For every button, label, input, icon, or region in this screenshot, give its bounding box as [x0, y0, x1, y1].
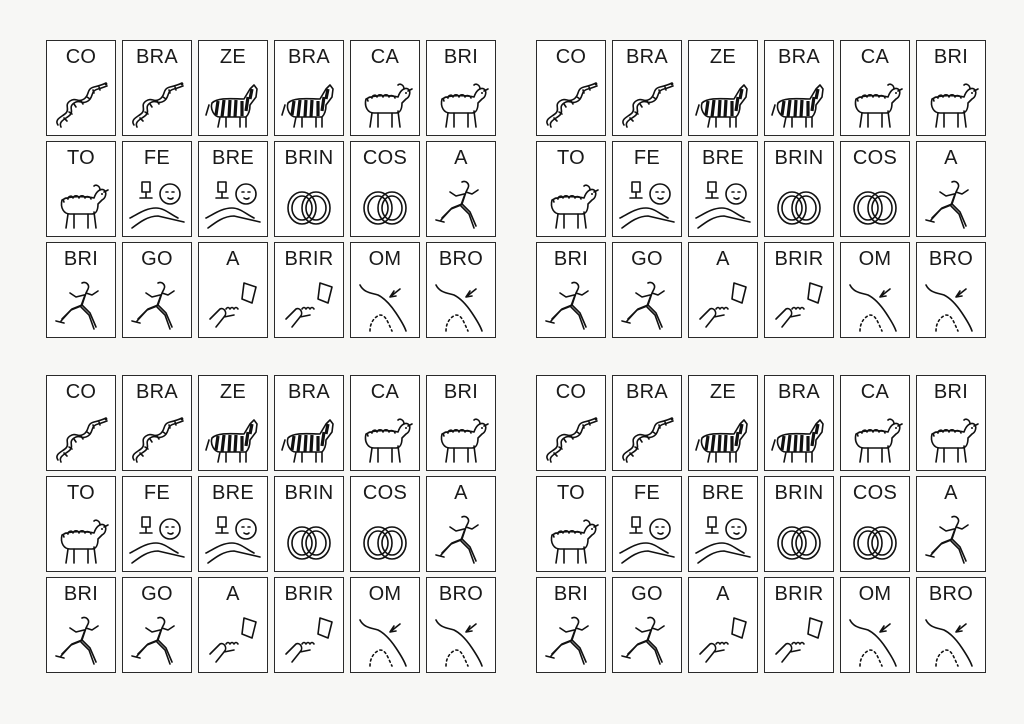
card-picture	[204, 513, 262, 567]
syllable-card	[46, 141, 116, 237]
card-syllable: BRIR	[284, 583, 334, 605]
syllable-card	[840, 242, 910, 338]
syllable-card	[764, 40, 834, 136]
card-picture	[280, 178, 338, 232]
syllable-card	[426, 141, 496, 237]
goat-icon	[432, 77, 490, 131]
card-syllable: BRO	[438, 248, 484, 270]
card-syllable: TO	[66, 147, 95, 169]
goat-icon	[52, 513, 110, 567]
card-picture	[52, 614, 110, 668]
card-syllable: BRA	[287, 381, 331, 403]
card-syllable: GO	[141, 248, 173, 270]
card-syllable: CA	[860, 46, 890, 68]
zebra-icon	[694, 77, 752, 131]
card-syllable: BRO	[438, 583, 484, 605]
card-syllable: CA	[860, 381, 890, 403]
syllable-card	[426, 476, 496, 572]
zebra-icon	[280, 77, 338, 131]
card-picture	[922, 513, 980, 567]
card-picture	[280, 412, 338, 466]
runner-icon	[542, 614, 600, 668]
face-shave-icon	[618, 178, 676, 232]
syllable-card	[536, 577, 606, 673]
syllable-card	[426, 375, 496, 471]
syllable-card	[840, 375, 910, 471]
goat-icon	[542, 178, 600, 232]
card-syllable: BRIN	[774, 482, 824, 504]
card-syllable: BRA	[135, 381, 179, 403]
syllable-card	[840, 141, 910, 237]
goat-icon	[922, 412, 980, 466]
card-syllable: BRE	[701, 482, 745, 504]
face-shave-icon	[694, 513, 752, 567]
syllable-card	[274, 476, 344, 572]
card-syllable: BRIN	[284, 147, 334, 169]
card-picture	[694, 77, 752, 131]
card-picture	[432, 614, 490, 668]
card-syllable: GO	[631, 248, 663, 270]
card-syllable: BRI	[63, 248, 99, 270]
card-picture	[846, 178, 904, 232]
card-picture	[542, 178, 600, 232]
open-jar-icon	[280, 614, 338, 668]
card-picture	[694, 513, 752, 567]
card-picture	[356, 412, 414, 466]
card-syllable: COS	[852, 482, 898, 504]
card-picture	[770, 412, 828, 466]
shoulder-arrow-icon	[356, 279, 414, 333]
card-syllable: TO	[66, 482, 95, 504]
syllable-card	[122, 577, 192, 673]
syllable-card	[350, 375, 420, 471]
card-syllable: ZE	[219, 46, 247, 68]
syllable-card	[46, 476, 116, 572]
card-syllable: BRO	[928, 583, 974, 605]
card-syllable: BRIN	[774, 147, 824, 169]
card-syllable: BRE	[211, 482, 255, 504]
card-grid	[46, 375, 496, 673]
face-shave-icon	[204, 513, 262, 567]
open-jar-icon	[770, 279, 828, 333]
card-picture	[204, 77, 262, 131]
card-picture	[770, 513, 828, 567]
card-picture	[432, 279, 490, 333]
syllable-card	[536, 40, 606, 136]
card-syllable: A	[454, 482, 468, 504]
card-picture	[432, 77, 490, 131]
card-grid	[46, 40, 496, 338]
syllable-card	[198, 242, 268, 338]
card-syllable: A	[226, 583, 240, 605]
card-syllable: OM	[368, 583, 402, 605]
card-picture	[356, 279, 414, 333]
card-syllable: A	[944, 482, 958, 504]
card-syllable: BRA	[625, 46, 669, 68]
runner-icon	[432, 513, 490, 567]
card-picture	[52, 513, 110, 567]
card-syllable: A	[716, 248, 730, 270]
syllable-card	[612, 141, 682, 237]
face-shave-icon	[128, 513, 186, 567]
card-picture	[52, 279, 110, 333]
card-picture	[542, 614, 600, 668]
open-jar-icon	[204, 279, 262, 333]
card-sheet-top-right	[536, 40, 986, 338]
syllable-card	[688, 375, 758, 471]
syllable-card	[764, 577, 834, 673]
zebra-icon	[694, 412, 752, 466]
runner-icon	[542, 279, 600, 333]
syllable-card	[350, 476, 420, 572]
syllable-card	[426, 242, 496, 338]
card-picture	[432, 178, 490, 232]
card-picture	[52, 178, 110, 232]
syllable-card	[122, 476, 192, 572]
card-picture	[694, 412, 752, 466]
card-syllable: BRIR	[774, 248, 824, 270]
card-picture	[770, 279, 828, 333]
open-jar-icon	[770, 614, 828, 668]
open-jar-icon	[694, 279, 752, 333]
card-picture	[618, 279, 676, 333]
syllable-card	[274, 40, 344, 136]
syllable-card	[916, 476, 986, 572]
card-grid	[536, 375, 986, 673]
card-picture	[356, 178, 414, 232]
zebra-icon	[770, 412, 828, 466]
shoulder-arrow-icon	[356, 614, 414, 668]
syllable-card	[764, 141, 834, 237]
card-syllable: BRI	[63, 583, 99, 605]
runner-icon	[922, 178, 980, 232]
card-picture	[694, 279, 752, 333]
runner-icon	[128, 614, 186, 668]
earrings-icon	[280, 513, 338, 567]
syllable-card	[764, 242, 834, 338]
goat-icon	[432, 412, 490, 466]
card-syllable: FE	[633, 482, 661, 504]
syllable-card	[350, 242, 420, 338]
shoulder-arrow-icon	[432, 279, 490, 333]
card-syllable: A	[716, 583, 730, 605]
syllable-card	[198, 40, 268, 136]
card-syllable: GO	[631, 583, 663, 605]
card-picture	[280, 614, 338, 668]
card-syllable: BRI	[443, 381, 479, 403]
card-syllable: BRIR	[774, 583, 824, 605]
card-syllable: COS	[362, 147, 408, 169]
syllable-card	[46, 242, 116, 338]
card-syllable: ZE	[709, 381, 737, 403]
syllable-card	[350, 577, 420, 673]
syllable-card	[274, 242, 344, 338]
syllable-card	[688, 242, 758, 338]
card-syllable: BRA	[287, 46, 331, 68]
card-picture	[52, 77, 110, 131]
earrings-icon	[846, 178, 904, 232]
snake-icon	[128, 412, 186, 466]
syllable-card	[198, 141, 268, 237]
card-picture	[280, 279, 338, 333]
card-picture	[542, 412, 600, 466]
open-jar-icon	[694, 614, 752, 668]
card-syllable: FE	[633, 147, 661, 169]
card-picture	[542, 279, 600, 333]
card-picture	[922, 178, 980, 232]
goat-icon	[922, 77, 980, 131]
card-picture	[922, 77, 980, 131]
card-syllable: TO	[556, 482, 585, 504]
card-picture	[204, 412, 262, 466]
syllable-card	[350, 141, 420, 237]
zebra-icon	[770, 77, 828, 131]
syllable-card	[46, 40, 116, 136]
card-picture	[204, 279, 262, 333]
syllable-card	[612, 476, 682, 572]
syllable-card	[122, 141, 192, 237]
card-picture	[204, 178, 262, 232]
card-picture	[618, 412, 676, 466]
card-syllable: OM	[858, 583, 892, 605]
card-picture	[204, 614, 262, 668]
card-picture	[922, 279, 980, 333]
card-grid	[536, 40, 986, 338]
syllable-card	[122, 242, 192, 338]
syllable-card	[612, 40, 682, 136]
snake-icon	[52, 412, 110, 466]
syllable-card	[122, 40, 192, 136]
card-picture	[770, 178, 828, 232]
goat-icon	[52, 178, 110, 232]
card-syllable: BRI	[443, 46, 479, 68]
syllable-card	[536, 476, 606, 572]
syllable-card	[426, 577, 496, 673]
face-shave-icon	[204, 178, 262, 232]
card-syllable: OM	[858, 248, 892, 270]
shoulder-arrow-icon	[432, 614, 490, 668]
card-syllable: BRI	[933, 46, 969, 68]
goat-icon	[846, 77, 904, 131]
card-syllable: CO	[65, 381, 97, 403]
open-jar-icon	[204, 614, 262, 668]
earrings-icon	[770, 178, 828, 232]
syllable-card	[688, 476, 758, 572]
zebra-icon	[204, 77, 262, 131]
card-picture	[52, 412, 110, 466]
card-syllable: BRI	[553, 248, 589, 270]
card-sheet-top-left	[46, 40, 496, 338]
card-picture	[128, 178, 186, 232]
syllable-card	[536, 242, 606, 338]
card-syllable: ZE	[219, 381, 247, 403]
face-shave-icon	[694, 178, 752, 232]
zebra-icon	[204, 412, 262, 466]
goat-icon	[542, 513, 600, 567]
card-picture	[846, 77, 904, 131]
shoulder-arrow-icon	[846, 279, 904, 333]
card-syllable: OM	[368, 248, 402, 270]
card-syllable: BRIR	[284, 248, 334, 270]
card-picture	[542, 77, 600, 131]
shoulder-arrow-icon	[846, 614, 904, 668]
syllable-card	[612, 375, 682, 471]
card-picture	[846, 513, 904, 567]
card-syllable: BRE	[701, 147, 745, 169]
goat-icon	[356, 412, 414, 466]
earrings-icon	[770, 513, 828, 567]
syllable-card	[840, 40, 910, 136]
syllable-card	[46, 577, 116, 673]
card-syllable: BRI	[933, 381, 969, 403]
runner-icon	[922, 513, 980, 567]
syllable-card	[764, 375, 834, 471]
syllable-card	[198, 577, 268, 673]
snake-icon	[618, 77, 676, 131]
card-picture	[694, 614, 752, 668]
card-picture	[846, 412, 904, 466]
card-syllable: GO	[141, 583, 173, 605]
syllable-card	[688, 141, 758, 237]
runner-icon	[618, 614, 676, 668]
card-picture	[922, 412, 980, 466]
card-picture	[432, 412, 490, 466]
card-sheet-bottom-right	[536, 375, 986, 673]
shoulder-arrow-icon	[922, 614, 980, 668]
card-syllable: BRA	[777, 381, 821, 403]
syllable-card	[274, 141, 344, 237]
snake-icon	[542, 77, 600, 131]
syllable-card	[536, 375, 606, 471]
syllable-card	[274, 577, 344, 673]
card-picture	[846, 279, 904, 333]
earrings-icon	[846, 513, 904, 567]
card-syllable: CA	[370, 46, 400, 68]
card-picture	[128, 77, 186, 131]
card-picture	[542, 513, 600, 567]
card-picture	[770, 614, 828, 668]
card-picture	[128, 279, 186, 333]
syllable-card	[916, 40, 986, 136]
card-syllable: A	[944, 147, 958, 169]
card-syllable: TO	[556, 147, 585, 169]
card-picture	[356, 614, 414, 668]
syllable-card	[688, 577, 758, 673]
shoulder-arrow-icon	[922, 279, 980, 333]
card-picture	[280, 77, 338, 131]
card-syllable: A	[454, 147, 468, 169]
goat-icon	[356, 77, 414, 131]
earrings-icon	[356, 513, 414, 567]
card-picture	[280, 513, 338, 567]
syllable-card	[612, 242, 682, 338]
card-picture	[128, 412, 186, 466]
card-syllable: CO	[65, 46, 97, 68]
face-shave-icon	[618, 513, 676, 567]
card-picture	[128, 614, 186, 668]
face-shave-icon	[128, 178, 186, 232]
syllable-card	[916, 141, 986, 237]
card-syllable: ZE	[709, 46, 737, 68]
card-picture	[770, 77, 828, 131]
syllable-card	[612, 577, 682, 673]
card-syllable: BRO	[928, 248, 974, 270]
snake-icon	[542, 412, 600, 466]
syllable-card	[840, 476, 910, 572]
card-syllable: BRA	[625, 381, 669, 403]
earrings-icon	[356, 178, 414, 232]
syllable-card	[46, 375, 116, 471]
runner-icon	[52, 614, 110, 668]
syllable-card	[916, 242, 986, 338]
goat-icon	[846, 412, 904, 466]
snake-icon	[128, 77, 186, 131]
syllable-card	[274, 375, 344, 471]
card-syllable: CO	[555, 381, 587, 403]
syllable-card	[198, 476, 268, 572]
syllable-card	[916, 375, 986, 471]
open-jar-icon	[280, 279, 338, 333]
syllable-card	[198, 375, 268, 471]
card-sheet-bottom-left	[46, 375, 496, 673]
card-picture	[128, 513, 186, 567]
card-syllable: FE	[143, 147, 171, 169]
card-picture	[618, 614, 676, 668]
syllable-card	[536, 141, 606, 237]
card-syllable: BRI	[553, 583, 589, 605]
card-picture	[432, 513, 490, 567]
syllable-card	[122, 375, 192, 471]
earrings-icon	[280, 178, 338, 232]
card-picture	[356, 513, 414, 567]
card-syllable: BRA	[135, 46, 179, 68]
syllable-card	[426, 40, 496, 136]
card-syllable: BRE	[211, 147, 255, 169]
card-picture	[846, 614, 904, 668]
runner-icon	[432, 178, 490, 232]
card-picture	[922, 614, 980, 668]
syllable-card	[688, 40, 758, 136]
card-syllable: COS	[852, 147, 898, 169]
card-syllable: COS	[362, 482, 408, 504]
card-syllable: BRA	[777, 46, 821, 68]
card-picture	[618, 178, 676, 232]
zebra-icon	[280, 412, 338, 466]
snake-icon	[52, 77, 110, 131]
card-picture	[694, 178, 752, 232]
snake-icon	[618, 412, 676, 466]
card-picture	[618, 513, 676, 567]
syllable-card	[764, 476, 834, 572]
card-syllable: BRIN	[284, 482, 334, 504]
syllable-card	[350, 40, 420, 136]
card-syllable: A	[226, 248, 240, 270]
card-syllable: CO	[555, 46, 587, 68]
runner-icon	[618, 279, 676, 333]
syllable-card	[916, 577, 986, 673]
syllable-card	[840, 577, 910, 673]
runner-icon	[128, 279, 186, 333]
runner-icon	[52, 279, 110, 333]
card-picture	[356, 77, 414, 131]
card-picture	[618, 77, 676, 131]
card-syllable: CA	[370, 381, 400, 403]
card-syllable: FE	[143, 482, 171, 504]
